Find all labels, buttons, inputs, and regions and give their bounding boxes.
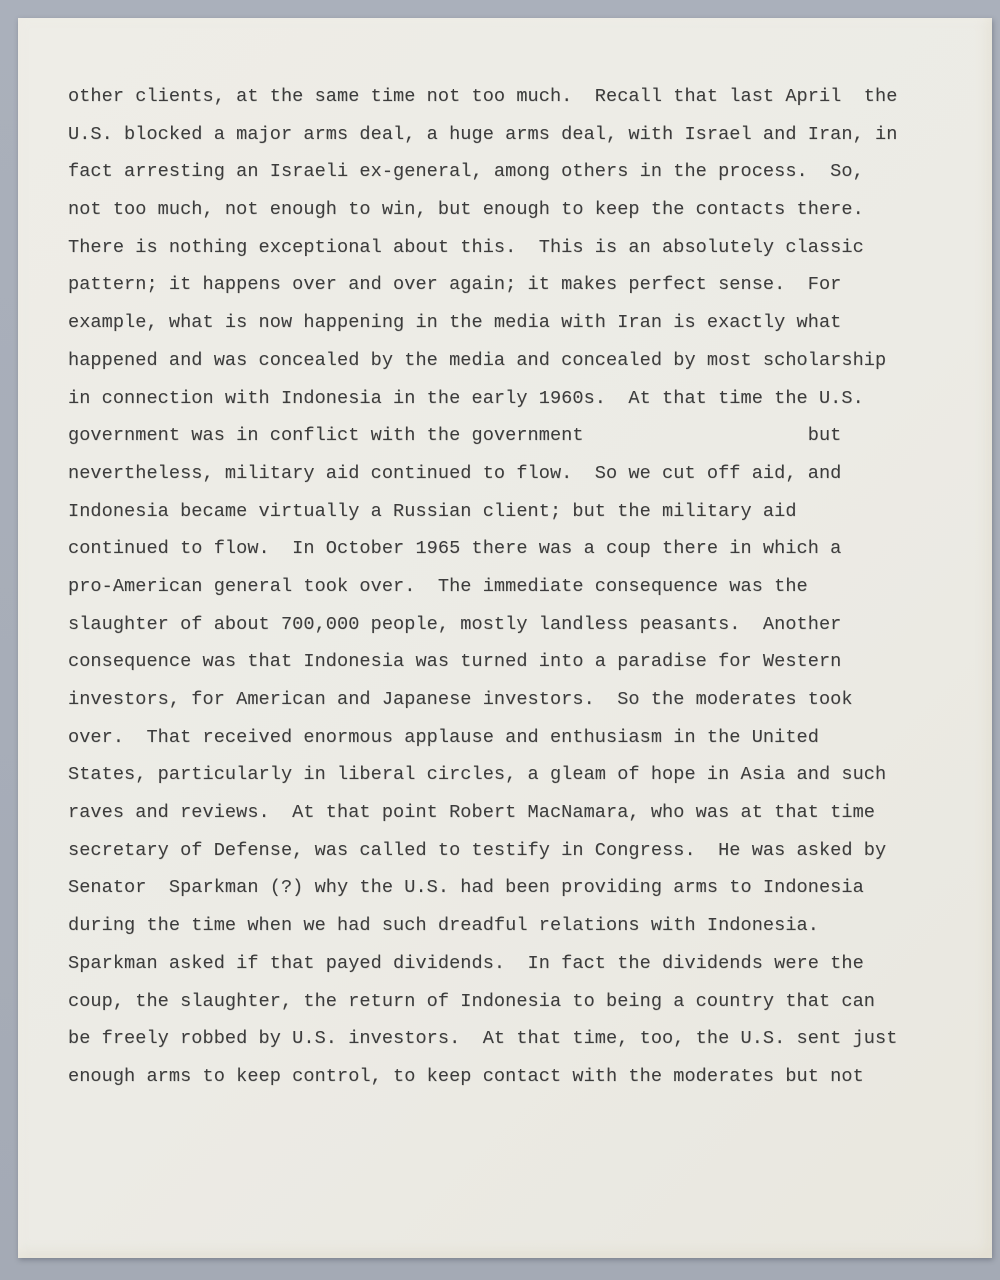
text-line: Sparkman asked if that payed dividends. In fact the dividends were the [68,952,864,974]
text-line: government was in conflict with the government but [68,425,842,447]
text-line: secretary of Defense, was called to testify in Congress. He was asked by [68,839,887,861]
text-line: enough arms to keep control, to keep contact with the moderates but not [68,1065,864,1087]
text-line: pro-American general took over. The immediate consequence was the [68,575,808,597]
text-line: in connection with Indonesia in the early 1960s. At that time the U.S. [68,387,864,409]
text-line: States, particularly in liberal circles, a gleam of hope in Asia and such [68,764,887,786]
text-line: consequence was that Indonesia was turned into a paradise for Western [68,651,842,673]
text-line: during the time when we had such dreadful relations with Indonesia. [68,915,819,937]
text-line: slaughter of about 700,000 people, mostly landless peasants. Another [68,613,842,635]
document-page [18,18,992,1258]
text-line: happened and was concealed by the media and concealed by most scholarship [68,349,887,371]
text-line: nevertheless, military aid continued to flow. So we cut off aid, and [68,462,842,484]
text-line: continued to flow. In October 1965 there was a coup there in which a [68,538,842,560]
text-line: fact arresting an Israeli ex-general, among others in the process. So, [68,161,864,183]
text-line: example, what is now happening in the media with Iran is exactly what [68,312,842,334]
text-line: not too much, not enough to win, but enough to keep the contacts there. [68,199,864,221]
text-line: coup, the slaughter, the return of Indonesia to being a country that can [68,990,875,1012]
text-line: There is nothing exceptional about this. This is an absolutely classic [68,236,864,258]
text-line: Indonesia became virtually a Russian client; but the military aid [68,500,797,522]
text-line: Senator Sparkman (?) why the U.S. had been providing arms to Indonesia [68,877,864,899]
text-line: investors, for American and Japanese investors. So the moderates took [68,689,853,710]
document-text [18,18,992,1096]
text-line: over. That received enormous applause and enthusiasm in the United [68,726,819,748]
text-line: be freely robbed by U.S. investors. At that time, too, the U.S. sent just [68,1028,898,1050]
text-line: U.S. blocked a major arms deal, a huge arms deal, with Israel and Iran, in [68,123,898,145]
text-line: other clients, at the same time not too much. Recall that last April the [68,86,898,107]
text-line: pattern; it happens over and over again; it makes perfect sense. For [68,274,842,296]
text-line: raves and reviews. At that point Robert MacNamara, who was at that time [68,802,875,824]
